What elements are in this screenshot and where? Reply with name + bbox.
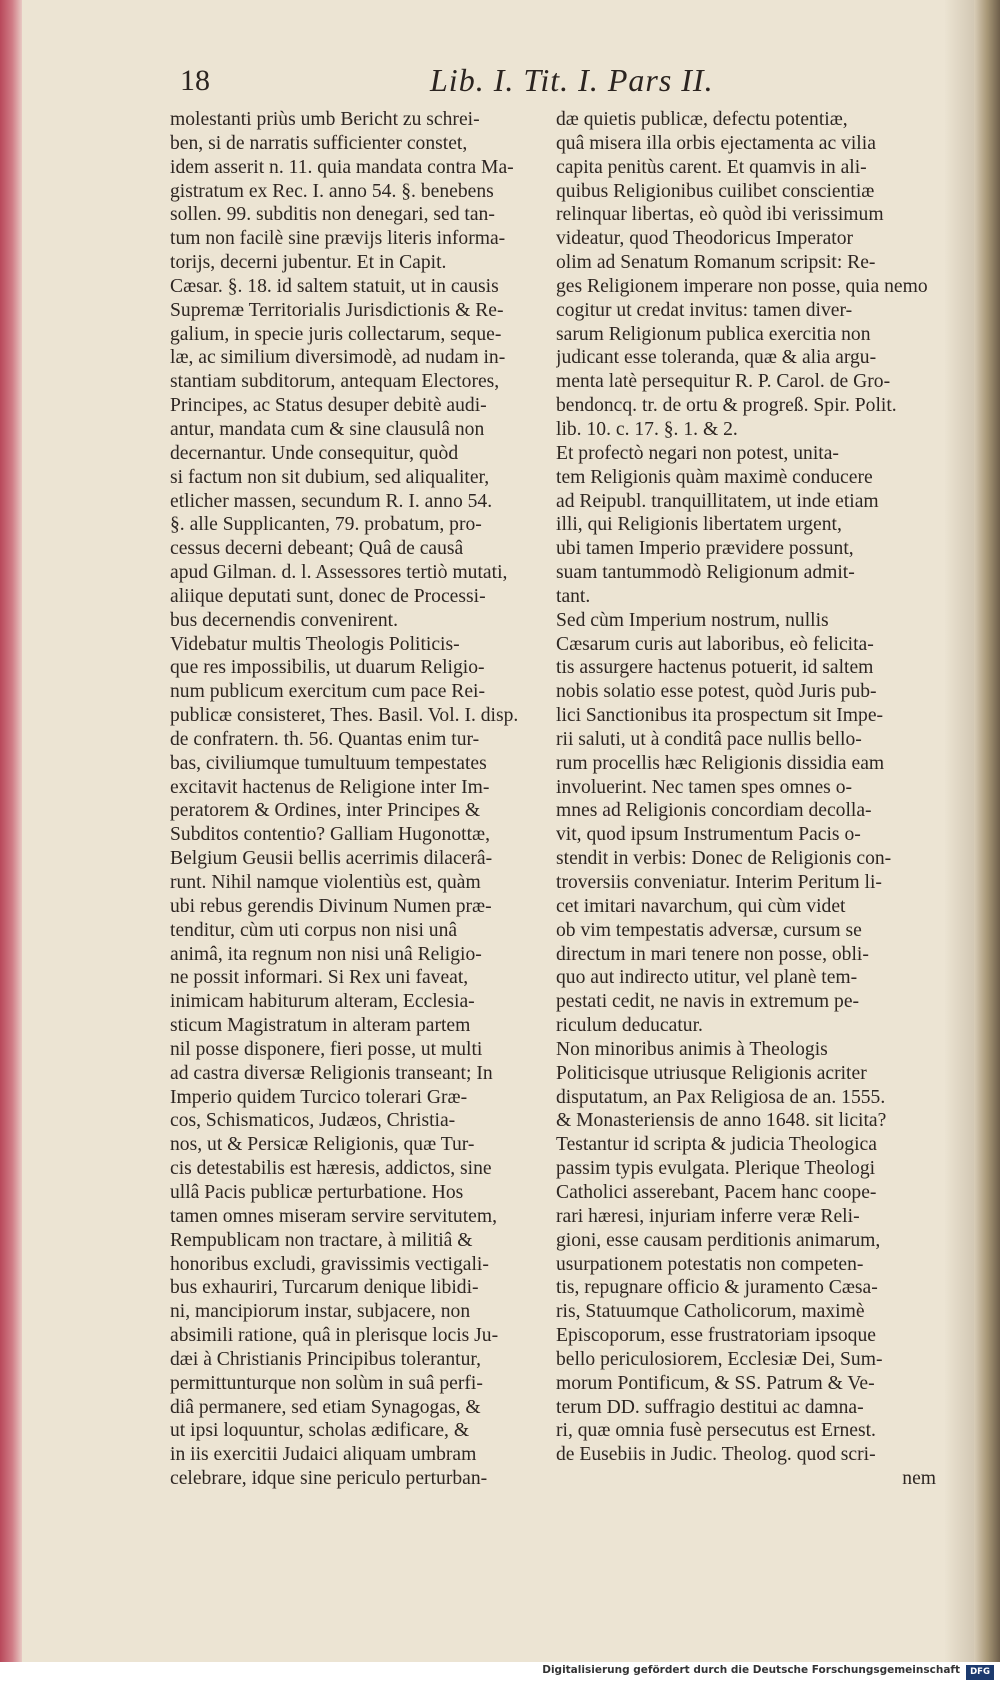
text-line: ubi rebus gerendis Divinum Numen præ-: [170, 895, 492, 917]
text-line: permittunturque non solùm in suâ perfi-: [170, 1372, 483, 1394]
text-line: bello periculosiorem, Ecclesiæ Dei, Sum-: [556, 1348, 883, 1370]
text-line: tamen omnes miseram servire servitutem,: [170, 1205, 498, 1227]
text-line: cet imitari navarchum, qui cùm videt: [556, 895, 846, 917]
text-line: & Monasteriensis de anno 1648. sit licita?: [556, 1110, 887, 1132]
text-line: sollen. 99. subditis non denegari, sed tan-: [170, 204, 495, 226]
text-line: nobis solatio esse potest, quòd Juris pub-: [556, 681, 877, 703]
text-line: Testantur id scripta & judicia Theologica: [556, 1134, 877, 1156]
text-line: Cæsarum curis aut laboribus, eò felicita-: [556, 633, 874, 655]
text-line: celebrare, idque sine periculo perturban-: [170, 1468, 488, 1490]
text-line: decernantur. Unde consequitur, quòd: [170, 442, 459, 464]
text-line: §. alle Supplicanten, 79. probatum, pro-: [170, 514, 482, 536]
text-line: rari hæresi, injuriam inferre veræ Reli-: [556, 1205, 860, 1227]
text-line: bendoncq. tr. de ortu & progreß. Spir. Polit.: [556, 395, 897, 417]
text-line: troversiis conveniatur. Interim Peritum li-: [556, 872, 882, 893]
text-line: ben, si de narratis sufficienter constet,: [170, 132, 468, 154]
text-line: quâ misera illa orbis ejectamenta ac vilia: [556, 132, 876, 154]
text-line: ges Religionem imperare non posse, quia nemo: [556, 275, 928, 297]
text-line: Principes, ac Status desuper debitè audi-: [170, 395, 487, 417]
text-line: ne possit informari. Si Rex uni faveat,: [170, 967, 469, 989]
text-line: Catholici asserebant, Pacem hanc coope-: [556, 1181, 877, 1203]
left-text-column: [170, 108, 552, 1491]
text-line: etlicher massen, secundum R. I. anno 54.: [170, 490, 493, 512]
catchword: nem: [902, 1468, 936, 1490]
text-line: usurpationem potestatis non competen-: [556, 1253, 864, 1275]
text-line: tenditur, cùm uti corpus non nisi unâ: [170, 919, 458, 941]
book-fore-edge: [974, 0, 1000, 1662]
text-line: inimicam habiturum alteram, Ecclesia-: [170, 991, 475, 1013]
text-line: galium, in specie juris collectarum, seque-: [170, 323, 502, 345]
text-line: Et profectò negari non potest, unita-: [556, 442, 839, 464]
text-line: nos, ut & Persicæ Religionis, quæ Tur-: [170, 1134, 475, 1156]
text-line: terum DD. suffragio destitui ac damna-: [556, 1396, 864, 1418]
text-line: torijs, decerni jubentur. Et in Capit.: [170, 252, 447, 274]
text-line: suam tantummodò Religionum admit-: [556, 562, 855, 584]
text-line: ad castra diversæ Religionis transeant; In: [170, 1062, 493, 1084]
text-line: peratorem & Ordines, inter Principes &: [170, 800, 481, 822]
text-line: gistratum ex Rec. I. anno 54. §. benebens: [170, 180, 494, 202]
text-line: nil posse disponere, fieri posse, ut multi: [170, 1038, 483, 1060]
text-line: menta latè persequitur R. P. Carol. de Gro-: [556, 371, 891, 393]
text-line: in iis exercitii Judaici aliquam umbram: [170, 1444, 477, 1466]
text-line: rii saluti, ut à conditâ pace nullis bello-: [556, 728, 862, 750]
text-line: Imperio quidem Turcico tolerari Græ-: [170, 1086, 468, 1108]
text-line: capita penitùs carent. Et quamvis in ali-: [556, 156, 867, 178]
text-line: runt. Nihil namque violentiùs est, quàm: [170, 872, 481, 893]
text-line: Supremæ Territorialis Jurisdictionis & Re-: [170, 299, 504, 321]
text-line: ni, mancipiorum instar, subjacere, non: [170, 1301, 471, 1323]
digitization-footer: [0, 1662, 1000, 1684]
text-line: Sed cùm Imperium nostrum, nullis: [556, 609, 829, 631]
text-line: Episcoporum, esse frustratoriam ipsoque: [556, 1325, 876, 1347]
text-line: Subditos contentio? Galliam Hugonottæ,: [170, 824, 491, 846]
text-line: dæ quietis publicæ, defectu potentiæ,: [556, 109, 848, 130]
text-line: quibus Religionibus cuilibet conscientiæ: [556, 180, 875, 202]
text-line: judicant esse toleranda, quæ & alia argu-: [556, 347, 877, 369]
dfg-logo: DFG: [966, 1665, 994, 1680]
text-line: involuerint. Nec tamen spes omnes o-: [556, 776, 853, 798]
text-line: de Eusebiis in Judic. Theolog. quod scri-: [556, 1444, 876, 1466]
text-line: ubi tamen Imperio prævidere possunt,: [556, 538, 854, 560]
text-line: absimili ratione, quâ in plerisque locis Ju-: [170, 1325, 499, 1347]
text-line: Rempublicam non tractare, à militiâ &: [170, 1229, 473, 1251]
text-line: relinquar libertas, eò quòd ibi verissimum: [556, 204, 884, 226]
text-line: ut ipsi loquuntur, scholas ædificare, &: [170, 1420, 470, 1442]
text-line: vit, quod ipsum Instrumentum Pacis o-: [556, 824, 861, 846]
text-line: disputatum, an Pax Religiosa de an. 1555.: [556, 1086, 886, 1108]
text-line: passim typis evulgata. Plerique Theologi: [556, 1158, 876, 1180]
text-line: tem Religionis quàm maximè conducere: [556, 466, 873, 488]
text-line: bus decernendis convenirent.: [170, 609, 398, 631]
text-line: bus exhauriri, Turcarum denique libidi-: [170, 1277, 479, 1299]
text-line: stendit in verbis: Donec de Religionis con-: [556, 848, 892, 870]
text-line: apud Gilman. d. l. Assessores tertiò mutati,: [170, 562, 508, 584]
text-line: de confratern. th. 56. Quantas enim tur-: [170, 728, 480, 750]
text-line: animâ, ita regnum non nisi unâ Religio-: [170, 943, 482, 965]
text-line: excitavit hactenus de Religione inter Im-: [170, 776, 490, 798]
text-line: sarum Religionum publica exercitia non: [556, 323, 871, 345]
text-line: que res impossibilis, ut duarum Religio-: [170, 657, 485, 679]
text-line: bas, civiliumque tumultuum tempestates: [170, 752, 487, 774]
text-line: molestanti priùs umb Bericht zu schrei-: [170, 109, 480, 130]
text-line: riculum deducatur.: [556, 1015, 703, 1037]
text-line: quo aut indirecto utitur, vel planè tem-: [556, 967, 858, 989]
text-line: ad Reipubl. tranquillitatem, ut inde etiam: [556, 490, 879, 512]
text-line: olim ad Senatum Romanum scripsit: Re-: [556, 252, 876, 274]
text-line: ob vim tempestatis adversæ, cursum se: [556, 919, 862, 941]
text-line: antur, mandata cum & sine clausulâ non: [170, 418, 485, 440]
red-page-edge: [0, 0, 22, 1662]
text-line: cis detestabilis est hæresis, addictos, sine: [170, 1158, 492, 1180]
text-line: læ, ac similium diversimodè, ad nudam in-: [170, 347, 506, 369]
text-line: aliique deputati sunt, donec de Processi-: [170, 585, 486, 607]
text-line: tum non facilè sine prævijs literis informa-: [170, 228, 506, 250]
text-line: tis assurgere hactenus potuerit, id saltem: [556, 657, 874, 679]
text-line: ullâ Pacis publicæ perturbatione. Hos: [170, 1181, 464, 1203]
text-line: Non minoribus animis à Theologis: [556, 1038, 828, 1060]
page-number: 18: [180, 64, 210, 97]
text-line: videatur, quod Theodoricus Imperator: [556, 228, 854, 250]
text-line: Cæsar. §. 18. id saltem statuit, ut in causis: [170, 275, 499, 297]
text-line: si factum non sit dubium, sed aliqualiter,: [170, 466, 490, 488]
text-line: sticum Magistratum in alteram partem: [170, 1015, 471, 1037]
text-line: ri, quæ omnia fusè persecutus est Ernest.: [556, 1420, 876, 1442]
text-line: dæi à Christianis Principibus tolerantur,: [170, 1348, 482, 1370]
text-line: lici Sanctionibus ita prospectum sit Impe-: [556, 705, 884, 727]
text-line: idem asserit n. 11. quia mandata contra Ma-: [170, 156, 514, 178]
text-line: cessus decerni debeant; Quâ de causâ: [170, 538, 464, 560]
right-text-column: [556, 108, 940, 1491]
text-line: pestati cedit, ne navis in extremum pe-: [556, 991, 860, 1013]
text-line: ris, Statuumque Catholicorum, maximè: [556, 1301, 865, 1323]
text-line: illi, qui Religionis libertatem urgent,: [556, 514, 842, 536]
text-line: tant.: [556, 585, 591, 607]
text-line: stantiam subditorum, antequam Electores,: [170, 371, 500, 393]
text-line: morum Pontificum, & SS. Patrum & Ve-: [556, 1372, 875, 1394]
text-line: cos, Schismaticos, Judæos, Christia-: [170, 1110, 456, 1132]
text-line: gioni, esse causam perditionis animarum,: [556, 1229, 881, 1251]
text-line: lib. 10. c. 17. §. 1. & 2.: [556, 418, 738, 440]
text-line: Videbatur multis Theologis Politicis-: [170, 633, 460, 655]
running-title: Lib. I. Tit. I. Pars II.: [430, 62, 714, 98]
spine-shadow: [944, 0, 974, 1662]
text-line: Belgium Geusii bellis acerrimis dilacerâ-: [170, 848, 493, 870]
text-line: diâ permanere, sed etiam Synagogas, &: [170, 1396, 481, 1418]
text-line: tis, repugnare officio & juramento Cæsa-: [556, 1277, 878, 1299]
text-line: num publicum exercitum cum pace Rei-: [170, 681, 486, 703]
text-line: honoribus excludi, gravissimis vectigali-: [170, 1253, 489, 1275]
page-header: [170, 62, 950, 106]
text-line: Politicisque utriusque Religionis acriter: [556, 1062, 867, 1084]
text-line: cogitur ut credat invitus: tamen diver-: [556, 299, 853, 321]
text-line: mnes ad Religionis concordiam decolla-: [556, 800, 872, 822]
text-line: directum in mari tenere non posse, obli-: [556, 943, 869, 965]
text-line: publicæ consisteret, Thes. Basil. Vol. I. disp.: [170, 705, 519, 727]
funding-notice: Digitalisierung gefördert durch die Deutsche Forschungsgemeinschaft: [542, 1664, 960, 1676]
text-line: rum procellis hæc Religionis dissidia eam: [556, 752, 885, 774]
